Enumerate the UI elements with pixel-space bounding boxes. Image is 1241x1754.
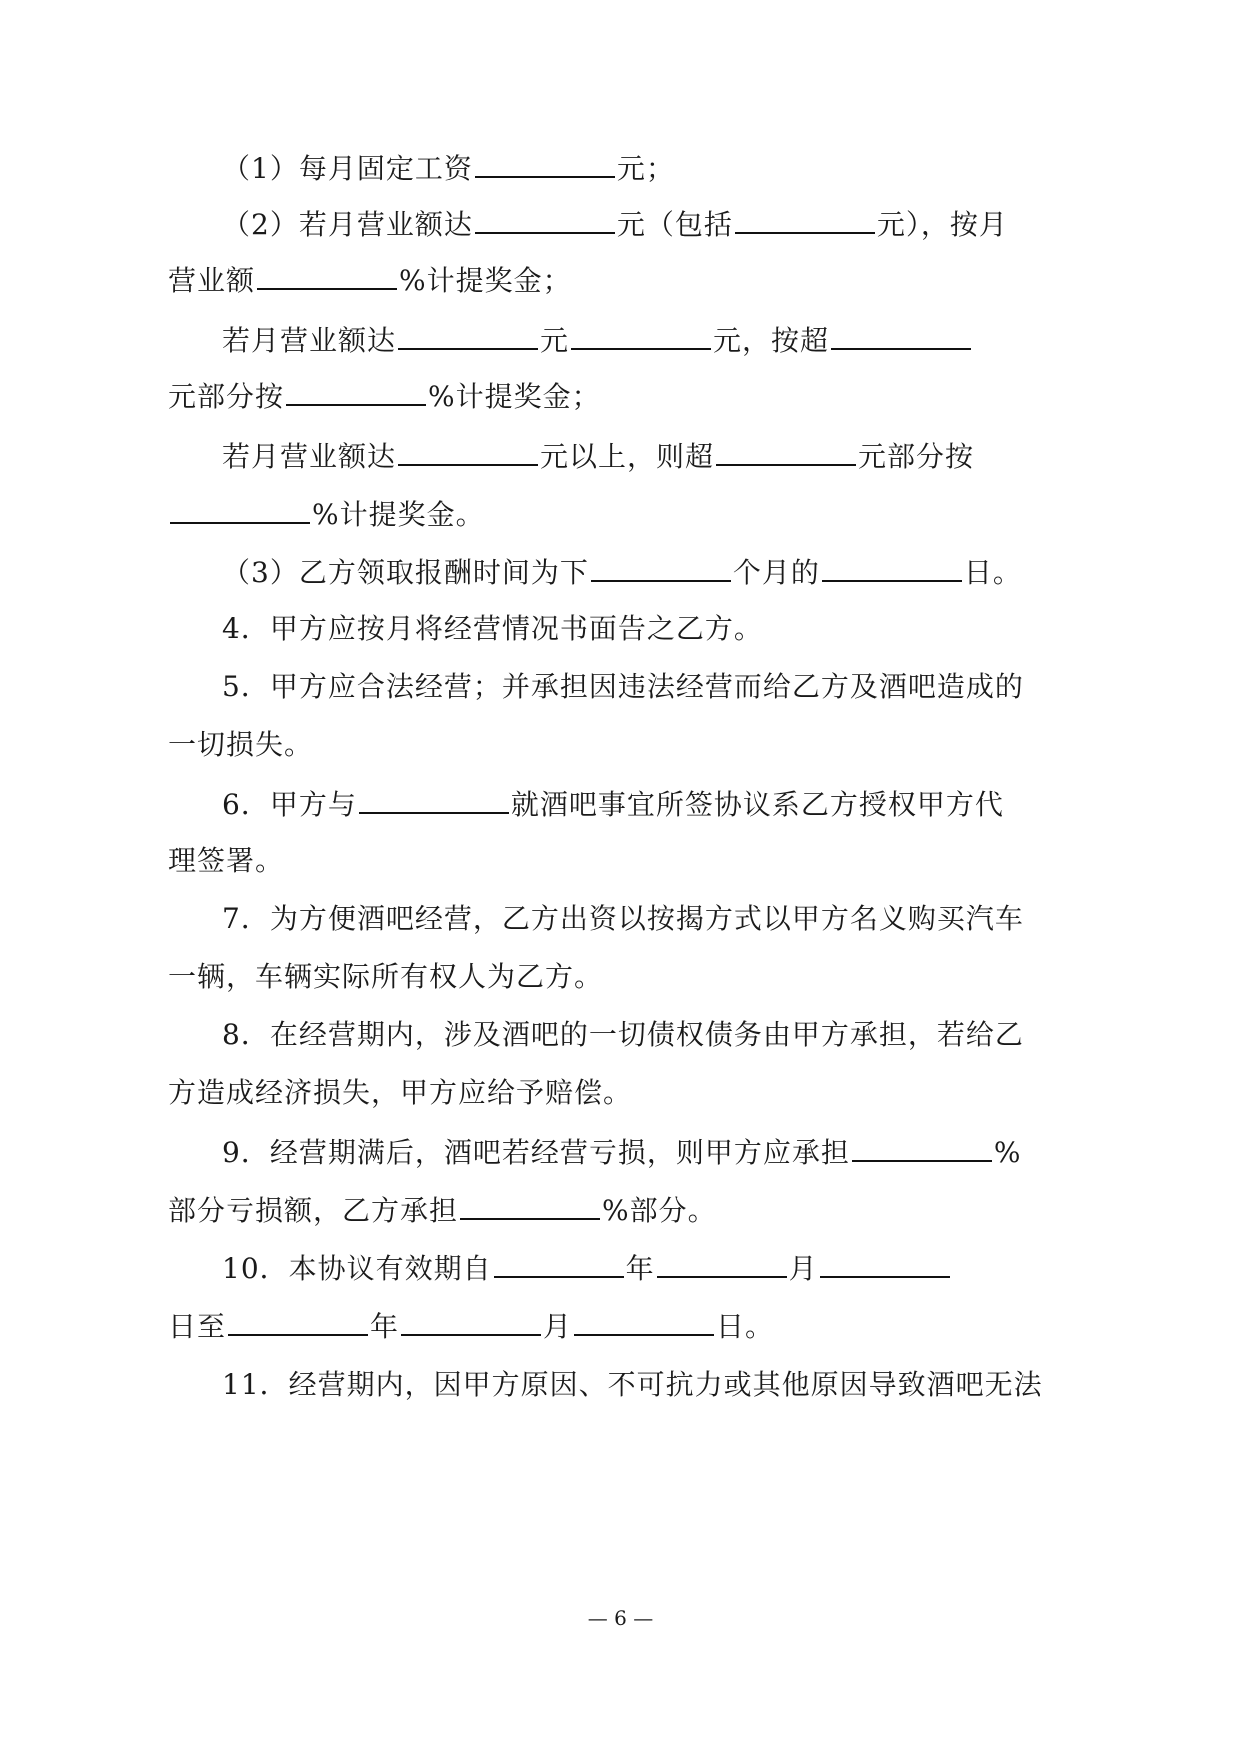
line-21-text-4: 日。 (716, 1310, 775, 1343)
blank-field[interactable] (228, 1300, 368, 1336)
line-17-text: 方造成经济损失，甲方应给予赔偿。 (168, 1076, 633, 1109)
line-12-text-2: 就酒吧事宜所签协议系乙方授权甲方代 (510, 788, 1004, 821)
line-2-text-1: （2）若月营业额达 (222, 208, 473, 241)
line-4-text-3: 元，按超 (713, 324, 830, 357)
blank-field[interactable] (257, 254, 397, 290)
line-19-text-2: %部分。 (602, 1194, 717, 1227)
blank-field[interactable] (591, 546, 731, 582)
line-8-text-2: 个月的 (732, 556, 820, 589)
line-8 (222, 546, 1022, 596)
blank-field[interactable] (657, 1242, 787, 1278)
line-18 (222, 1126, 1021, 1176)
blank-field[interactable] (494, 1242, 624, 1278)
line-15 (168, 952, 603, 1002)
line-21-text-1: 日至 (168, 1310, 227, 1343)
line-4 (222, 314, 973, 364)
line-13-text: 理签署。 (168, 844, 285, 877)
line-9 (222, 604, 763, 654)
blank-field[interactable] (401, 1300, 541, 1336)
line-22-text: 11．经营期内，因甲方原因、不可抗力或其他原因导致酒吧无法 (222, 1368, 1043, 1401)
blank-field[interactable] (475, 198, 615, 234)
line-2 (222, 198, 1008, 248)
line-11-text: 一切损失。 (168, 728, 314, 761)
line-16 (222, 1010, 1024, 1060)
line-14 (222, 894, 1024, 944)
line-12 (222, 778, 1004, 828)
line-5 (168, 370, 601, 420)
blank-field[interactable] (820, 1242, 950, 1278)
line-22 (222, 1360, 1043, 1410)
line-16-text: 8．在经营期内，涉及酒吧的一切债权债务由甲方承担，若给乙 (222, 1018, 1024, 1051)
blank-field[interactable] (286, 370, 426, 406)
blank-field[interactable] (716, 430, 856, 466)
line-1-text-1: （1）每月固定工资 (222, 152, 473, 185)
line-19 (168, 1184, 717, 1234)
line-9-text: 4．甲方应按月将经营情况书面告之乙方。 (222, 612, 763, 645)
line-3 (168, 254, 572, 304)
line-18-text-2: % (993, 1136, 1022, 1169)
blank-field[interactable] (170, 488, 310, 524)
line-3-text-1: 营业额 (168, 264, 256, 297)
line-6-text-1: 若月营业额达 (222, 440, 397, 473)
blank-field[interactable] (398, 314, 538, 350)
line-6-text-2: 元以上，则超 (540, 440, 715, 473)
line-20-text-1: 10．本协议有效期自 (222, 1252, 492, 1285)
blank-field[interactable] (831, 314, 971, 350)
blank-field[interactable] (852, 1126, 992, 1162)
blank-field[interactable] (460, 1184, 600, 1220)
line-19-text-1: 部分亏损额，乙方承担 (168, 1194, 459, 1227)
line-21 (168, 1300, 774, 1350)
line-7-text-1: %计提奖金。 (312, 498, 485, 531)
line-5-text-2: %计提奖金； (428, 380, 601, 413)
line-6-text-3: 元部分按 (858, 440, 975, 473)
line-4-text-1: 若月营业额达 (222, 324, 397, 357)
blank-field[interactable] (574, 1300, 714, 1336)
line-15-text: 一辆，车辆实际所有权人为乙方。 (168, 960, 604, 993)
line-14-text: 7．为方便酒吧经营，乙方出资以按揭方式以甲方名义购买汽车 (222, 902, 1024, 935)
line-2-text-3: 元），按月 (876, 208, 1008, 241)
line-20 (222, 1242, 952, 1292)
line-1-text-2: 元； (616, 152, 675, 185)
page-number: — 6 — (587, 1606, 654, 1630)
line-1 (222, 142, 675, 192)
line-13 (168, 836, 284, 886)
line-2-text-2: 元（包括 (616, 208, 733, 241)
line-8-text-3: 日。 (963, 556, 1022, 589)
line-20-text-3: 月 (788, 1252, 818, 1285)
blank-field[interactable] (822, 546, 962, 582)
blank-field[interactable] (475, 142, 615, 178)
line-5-text-1: 元部分按 (168, 380, 285, 413)
line-11 (168, 720, 313, 770)
line-17 (168, 1068, 632, 1118)
line-7 (168, 488, 485, 538)
line-3-text-2: %计提奖金； (399, 264, 572, 297)
line-8-text-1: （3）乙方领取报酬时间为下 (222, 556, 589, 589)
line-21-text-3: 月 (543, 1310, 573, 1343)
line-6 (222, 430, 974, 480)
line-10-text: 5．甲方应合法经营；并承担因违法经营而给乙方及酒吧造成的 (222, 670, 1024, 703)
blank-field[interactable] (735, 198, 875, 234)
line-10 (222, 662, 1024, 712)
blank-field[interactable] (571, 314, 711, 350)
blank-field[interactable] (398, 430, 538, 466)
line-12-text-1: 6．甲方与 (222, 788, 357, 821)
line-20-text-2: 年 (625, 1252, 655, 1285)
line-18-text-1: 9．经营期满后，酒吧若经营亏损，则甲方应承担 (222, 1136, 850, 1169)
blank-field[interactable] (359, 778, 509, 814)
line-4-text-2: 元 (540, 324, 570, 357)
line-21-text-2: 年 (370, 1310, 400, 1343)
